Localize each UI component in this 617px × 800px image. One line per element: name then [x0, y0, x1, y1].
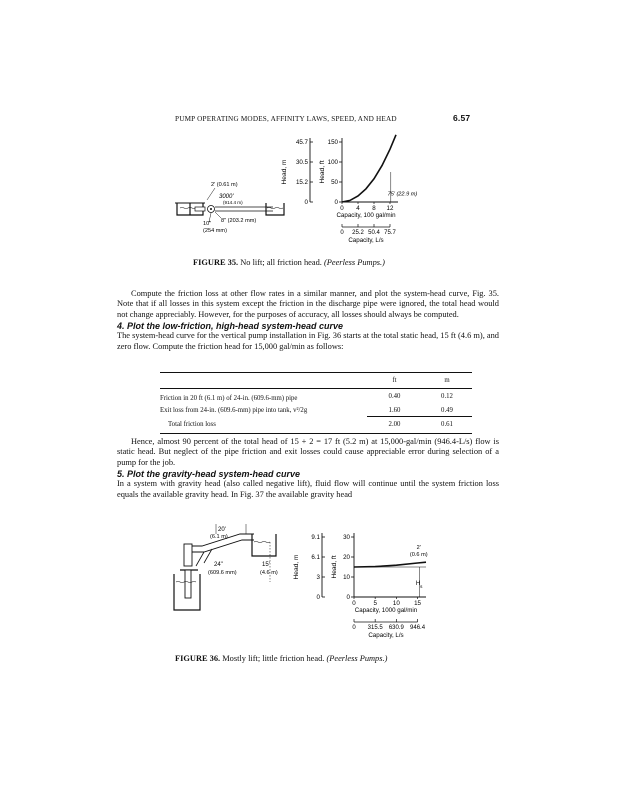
heading-step-5: 5. Plot the gravity-head system-head curve: [117, 469, 301, 480]
y-tick-label: 20: [343, 554, 350, 561]
x-tick-label: 8: [372, 205, 376, 212]
figure36-caption-source: (Peerless Pumps.): [326, 654, 388, 663]
fig36-distance-metric: (6.1 m): [210, 534, 228, 540]
table-row: [160, 389, 472, 405]
secondary-x-tick-label: 0: [352, 625, 356, 631]
secondary-x-tick-label: 25.2: [352, 230, 364, 236]
x-tick-label: 15: [414, 600, 421, 607]
figure35-caption-text: No lift; all friction head.: [240, 258, 322, 267]
secondary-y-tick-label: 3: [316, 574, 320, 581]
table-col-ft: ft: [392, 377, 397, 384]
paragraph-2: The system-head curve for the vertical pump installation in Fig. 36 starts at the total static head, 15 ft (4.6 m), and zero flow. Compute the friction head for 15,000 gal/min as follows:: [117, 331, 499, 351]
secondary-x-axis-label: Capacity, L/s: [368, 632, 404, 639]
table-total-row: [160, 417, 472, 434]
y-tick-label: 50: [331, 179, 338, 186]
table-cell-m: 0.12: [441, 393, 453, 400]
running-title: PUMP OPERATING MODES, AFFINITY LAWS, SPEED, AND HEAD: [175, 115, 397, 123]
secondary-x-tick-label: 946.4: [410, 625, 426, 631]
y-tick-label: 0: [334, 199, 338, 206]
secondary-y-tick-label: 30.5: [295, 159, 308, 166]
secondary-x-tick-label: 315.5: [367, 625, 383, 631]
series-line-0: [354, 562, 426, 567]
table-col-m: m: [444, 377, 450, 384]
table-row: [160, 404, 472, 417]
secondary-y-tick-label: 15.2: [295, 179, 308, 186]
secondary-x-axis-label: Capacity, L/s: [348, 237, 384, 244]
figure35-chart: [282, 130, 437, 252]
fig35-suction-label: 10": [203, 221, 212, 227]
secondary-x-tick-label: 50.4: [368, 230, 380, 236]
secondary-y-axis-label: Head, m: [293, 554, 300, 580]
annotation-label: 75' (22.9 m): [387, 191, 418, 198]
y-tick-label: 100: [327, 159, 338, 166]
secondary-y-tick-label: 45.7: [295, 139, 308, 146]
x-tick-label: 5: [373, 600, 377, 607]
fig36-pipe-label: 24": [214, 562, 223, 568]
fig36-distance-label: 20': [218, 527, 226, 533]
secondary-x-tick-label: 0: [340, 230, 344, 236]
x-axis-label: Capacity, 1000 gal/min: [354, 607, 418, 614]
secondary-y-axis-label: Head, m: [281, 159, 288, 185]
secondary-y-tick-label: 9.1: [311, 534, 320, 541]
paragraph-3: Hence, almost 90 percent of the total head of 15 + 2 = 17 ft (5.2 m) at 15,000-gal/min (946.4-L/s) flow is static head. But neglect of the pipe friction and exit losses could cause appreciable error during selection of a pump for the job.: [117, 437, 499, 467]
figure35-diagram: [175, 170, 285, 240]
paragraph-4: In a system with gravity head (also called negative lift), fluid flow will continue until the system friction loss equals the available gravity head. In Fig. 37 the available gravity head: [117, 479, 499, 499]
paragraph-1: Compute the friction loss at other flow rates in a similar manner, and plot the system-head curve, Fig. 35. Note that if all losses in this system except the friction in the discharge pipe were ignored, the total head would not change appreciably. However, for the purposes of accuracy, all losses should always be computed.: [117, 289, 499, 319]
secondary-x-tick-label: 75.7: [384, 230, 396, 236]
fig36-height-label: 15': [262, 562, 270, 568]
table-cell-ft: 0.40: [388, 393, 401, 400]
figure36-diagram: [168, 522, 288, 622]
secondary-x-tick-label: 630.9: [388, 625, 404, 631]
y-axis-label: Head, ft: [319, 160, 326, 184]
figure36-caption-text: Mostly lift; little friction head.: [222, 654, 325, 663]
y-tick-label: 0: [346, 594, 350, 601]
fig35-discharge-label: 8" (203.2 mm): [221, 218, 257, 224]
figure35-caption: [193, 258, 385, 267]
y-tick-label: 10: [343, 574, 350, 581]
figure36-caption-number: FIGURE 36.: [175, 654, 221, 663]
x-tick-label: 0: [340, 205, 344, 212]
annotation-label: s: [420, 584, 423, 589]
fig35-lift-label: 2' (0.61 m): [211, 182, 238, 188]
table-row-label: Friction in 20 ft (6.1 m) of 24-in. (609.6-mm) pipe: [160, 394, 298, 402]
table-cell-ft: 1.60: [388, 406, 401, 414]
fig35-length-metric: (914.4 m): [223, 200, 243, 205]
body-text-2: [117, 437, 499, 500]
fig36-pipe-metric: (609.6 mm): [208, 570, 237, 576]
y-tick-label: 30: [343, 534, 350, 541]
running-header: [0, 113, 617, 127]
secondary-y-tick-label: 0: [316, 594, 320, 601]
secondary-y-tick-label: 0: [304, 199, 308, 206]
x-tick-label: 12: [386, 205, 394, 212]
fig36-height-metric: (4.6 m): [260, 570, 278, 576]
table-row-label: Exit loss from 24-in. (609.6-mm) pipe into tank, v²/2g: [160, 406, 308, 414]
annotation-label: H: [415, 581, 421, 587]
heading-step-4: 4. Plot the low-friction, high-head system-head curve: [117, 321, 344, 332]
body-text: [117, 289, 499, 352]
page-number: 6.57: [453, 113, 471, 123]
x-tick-label: 0: [352, 600, 356, 607]
y-axis-label: Head, ft: [331, 555, 338, 579]
x-tick-label: 4: [356, 205, 360, 212]
annotation-label: (0.6 m): [409, 552, 428, 558]
annotation-label: 2': [416, 545, 421, 551]
y-tick-label: 150: [327, 139, 338, 146]
table-total-ft: 2.00: [367, 417, 422, 434]
table-total-label: Total friction loss: [168, 421, 216, 428]
figure35-caption-source: (Peerless Pumps.): [323, 258, 385, 267]
figure36-caption: [175, 654, 387, 663]
fig35-suction-metric: (254 mm): [203, 228, 227, 234]
fig35-length-label: 3000': [219, 194, 234, 200]
table-total-m: 0.61: [422, 417, 472, 434]
figure35-caption-number: FIGURE 35.: [193, 258, 239, 267]
x-axis-label: Capacity, 100 gal/min: [336, 212, 396, 219]
table-cell-m: 0.49: [441, 406, 453, 414]
friction-table: [160, 372, 472, 434]
secondary-y-tick-label: 6.1: [311, 554, 320, 561]
x-tick-label: 10: [392, 600, 400, 607]
figure36-chart: [294, 525, 454, 647]
